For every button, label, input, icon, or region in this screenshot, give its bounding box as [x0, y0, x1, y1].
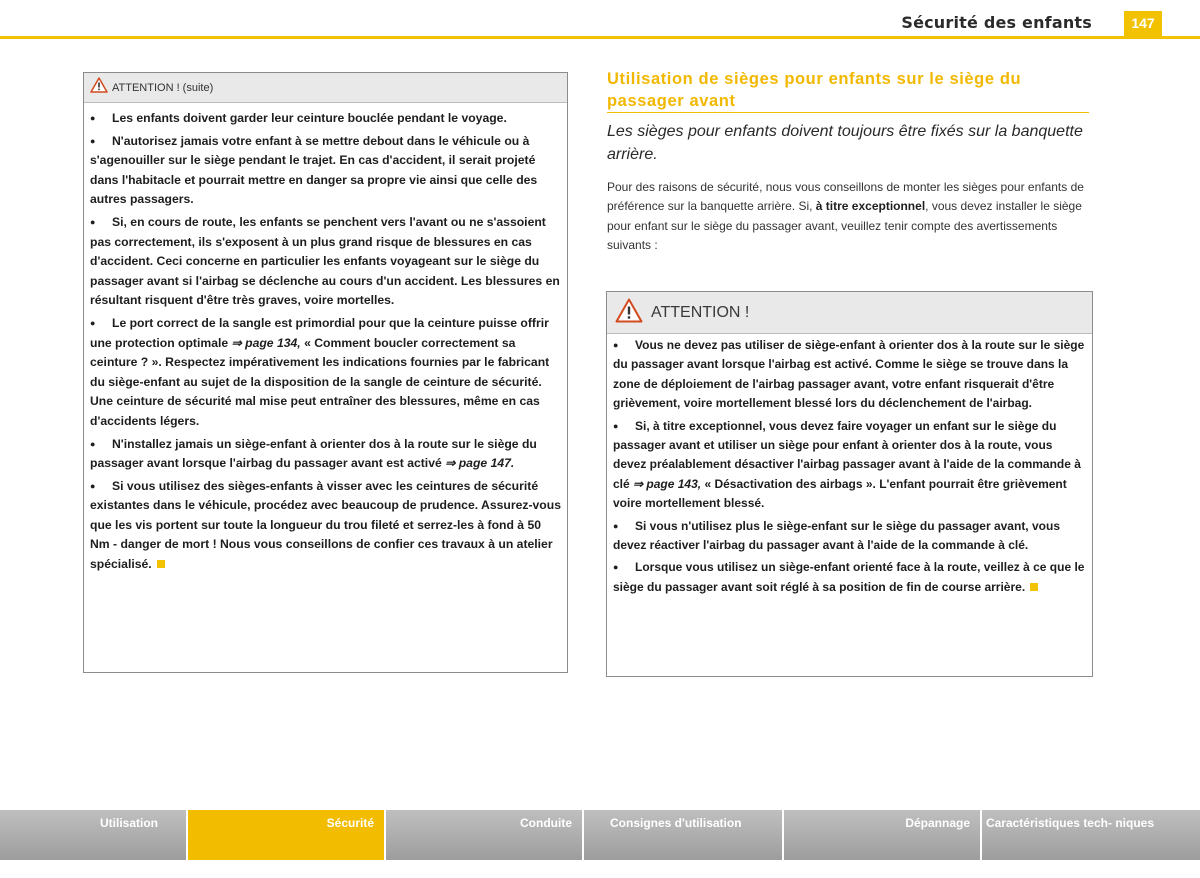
- nav-tab-consignes[interactable]: Consignes d'utilisation: [584, 810, 784, 860]
- warning-item: ● Lorsque vous utilisez un siège-enfant orienté face à la route, veillez à ce que le siège du passager avant soit réglé à sa position de fin de course arrière.: [613, 560, 1085, 594]
- warning-header: [84, 73, 567, 103]
- warning-heading: ATTENTION ! (suite): [112, 81, 214, 94]
- warning-item: ● Si vous n'utilisez plus le siège-enfant sur le siège du passager avant, vous devez réactiver l'airbag du passager avant à l'aide de la commande à clé.: [613, 518, 1060, 553]
- warning-item: ● Les enfants doivent garder leur ceinture bouclée pendant le voyage.: [90, 111, 507, 125]
- section-title-rule: [607, 112, 1089, 113]
- nav-tab-conduite[interactable]: Conduite: [386, 810, 584, 860]
- warning-item: ● Si, en cours de route, les enfants se penchent vers l'avant ou ne s'assoient pas correctement, ils s'exposent à un plus grand risque de blessures en cas d'accident. Ceci concerne en particulier les enfants voyageant sur le siège du passager avant si l'airbag se déclenche au cours d'un accident. Les blessures en résultant risquent d'être très graves, voire mortelles.: [90, 214, 560, 308]
- nav-tab-depannage[interactable]: Dépannage: [784, 810, 982, 860]
- end-of-section-marker: [157, 560, 165, 568]
- section-lead: Les sièges pour enfants doivent toujours être fixés sur la banquette arrière.: [607, 123, 1083, 163]
- warning-box: [606, 291, 1093, 677]
- nav-tab-utilisation[interactable]: Utilisation: [0, 810, 188, 860]
- page-reference-link[interactable]: ⇒ page 143,: [633, 476, 702, 491]
- warning-item: ● N'installez jamais un siège-enfant à orienter dos à la route sur le siège du passager avant lorsque l'airbag du passager avant est activé ⇒ page 147.: [90, 436, 537, 471]
- warning-item: ● N'autorisez jamais votre enfant à se mettre debout dans le véhicule ou à s'agenouiller sur le siège pendant le trajet. En cas d'accident, il serait projeté dans l'habitacle et pourrait mettre en danger sa propre vie ainsi que celle des autres passagers.: [90, 133, 538, 207]
- warning-item: ● Le port correct de la sangle est primordial pour que la ceinture puisse offrir une protection optimale ⇒ page 134, « Comment boucler correctement sa ceinture ? ». Respectez impérativement les indications fournies par le fabricant du siège-enfant au sujet de la disposition de la sangle de ceinture de sécurité. Une ceinture de sécurité mal mise peut entraîner des blessures, même en cas d'accidents légers.: [90, 315, 550, 428]
- warning-triangle-icon: [90, 77, 108, 98]
- warning-header: [607, 292, 1092, 334]
- page-header-title: Sécurité des enfants: [901, 13, 1092, 32]
- chapter-navigation: [0, 810, 1200, 860]
- warning-box-continued: [83, 72, 568, 673]
- warning-heading: ATTENTION !: [651, 303, 750, 321]
- warning-item: ● Si, à titre exceptionnel, vous devez faire voyager un enfant sur le siège du passager avant et utiliser un siège pour enfant à orienter dos à la route, vous devez préalablement désactiver l'airbag passager avant à l'aide de la commande à clé ⇒ page 143, « Désactivation des airbags ». L'enfant pourrait être grièvement voire mortellement blessé.: [613, 418, 1081, 511]
- warning-triangle-icon: [615, 298, 643, 328]
- page-number: 147: [1124, 11, 1162, 36]
- page-reference-link[interactable]: ⇒ page 134,: [231, 335, 301, 350]
- end-of-section-marker: [1030, 583, 1038, 591]
- warning-item: ● Si vous utilisez des sièges-enfants à visser avec les ceintures de sécurité existantes dans le véhicule, procédez avec beaucoup de prudence. Assurez-vous que les vis portent sur toute la longueur du trou fileté et serrez-les à fond à 50 Nm - danger de mort ! Nous vous conseillons de confier ces travaux à un atelier spécialisé.: [90, 478, 561, 572]
- warning-item: ● Vous ne devez pas utiliser de siège-enfant à orienter dos à la route sur le siège du passager avant lorsque l'airbag est activé. Comme le siège se trouve dans la zone de déploiement de l'airbag passager avant, votre enfant risquerait d'être grièvement, voire mortellement blessé lors du déclenchement de l'airbag.: [613, 338, 1085, 411]
- section-body: Pour des raisons de sécurité, nous vous conseillons de monter les sièges pour enfants de préférence sur la banquette arrière. Si, à titre exceptionnel, vous devez installer le siège pour enfant sur le siège du passager avant, veuillez tenir compte des avertissements suivants :: [607, 180, 1084, 253]
- nav-tab-securite[interactable]: Sécurité: [188, 810, 386, 860]
- header-rule: [0, 36, 1200, 39]
- section-title: Utilisation de sièges pour enfants sur le siège du passager avant: [607, 70, 1022, 110]
- nav-tab-caracteristiques[interactable]: Caractéristiques tech- niques: [982, 810, 1200, 860]
- page-reference-link[interactable]: ⇒ page 147.: [445, 456, 515, 471]
